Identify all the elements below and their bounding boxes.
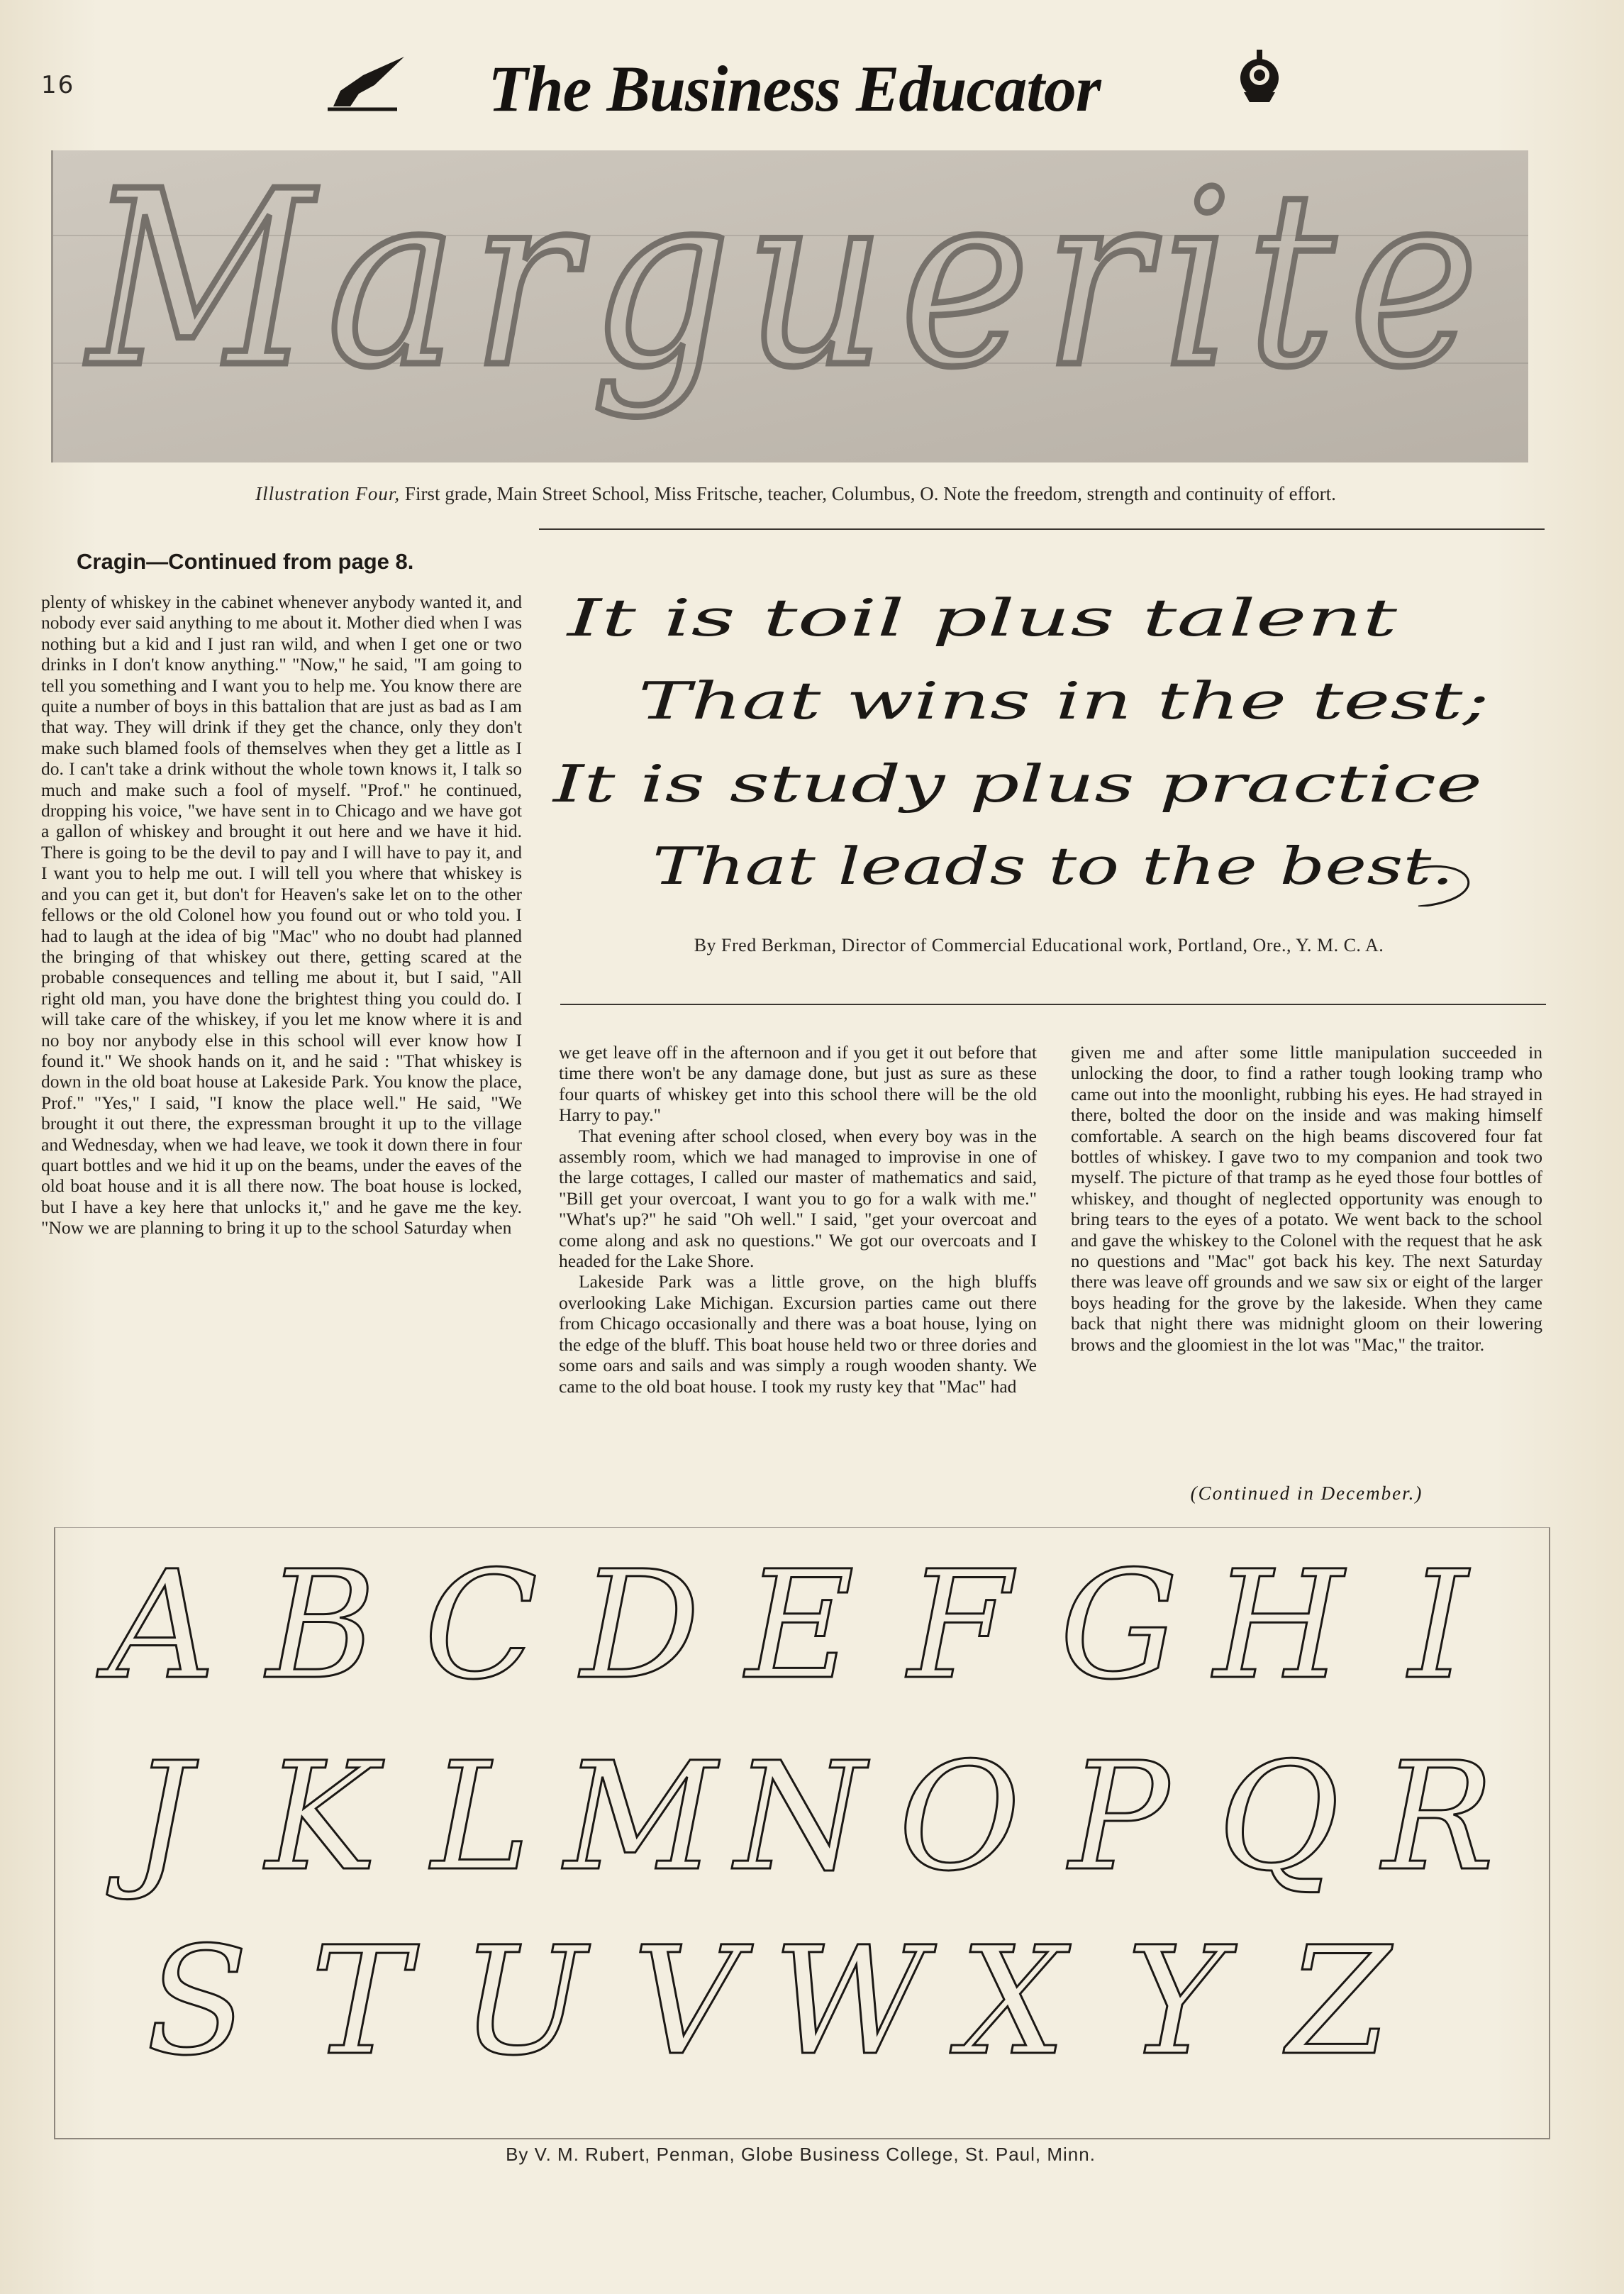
- masthead-title: The Business Educator: [488, 52, 1101, 125]
- poem-credit: By Fred Berkman, Director of Commercial Educational work, Portland, Ore., Y. M. C. A.: [694, 935, 1384, 955]
- emblem-icon: [1240, 50, 1279, 102]
- divider: [539, 528, 1545, 530]
- script-letter-r: R: [1381, 1730, 1495, 1904]
- script-letter-i: I: [1408, 1539, 1468, 1712]
- caption-text: First grade, Main Street School, Miss Fritsche, teacher, Columbus, O. Note the freedom, strength and continuity of effort.: [400, 483, 1336, 504]
- script-letter-u: U: [460, 1915, 586, 2088]
- script-letter-s: S: [146, 1915, 248, 2088]
- script-letter-q: Q: [1217, 1730, 1340, 1904]
- article-column-1: [41, 592, 522, 1239]
- script-letter-e: E: [745, 1539, 855, 1712]
- script-letter-y: Y: [1126, 1915, 1225, 2088]
- paragraph: That evening after school closed, when every boy was in the assembly room, which we had managed to improvise in one of the large cottages, I called our master of mathematics and said, "Bill get your overcoat, I want you to go for a walk with me." "What's up?" he said "Oh well." I said, "get your overcoat and come along and ask no questions." We got our overcoats and I headed for the Lake Shore.: [559, 1125, 1037, 1272]
- script-alphabet: [55, 1528, 1549, 2138]
- quill-icon: [328, 57, 404, 109]
- script-letter-f: F: [908, 1539, 1011, 1712]
- illustration-caption: [51, 483, 1540, 505]
- script-letter-l: L: [431, 1730, 530, 1904]
- script-letter-t: T: [310, 1915, 411, 2088]
- script-letter-w: W: [773, 1915, 926, 2088]
- alphabet-credit: By V. M. Rubert, Penman, Globe Business College, St. Paul, Minn.: [506, 2144, 1096, 2165]
- script-letter-g: G: [1060, 1539, 1179, 1712]
- divider: [560, 1004, 1546, 1005]
- script-letter-z: Z: [1287, 1915, 1391, 2088]
- continued-note: (Continued in December.): [1190, 1483, 1423, 1504]
- script-letter-k: K: [265, 1730, 377, 1904]
- script-letter-v: V: [633, 1915, 740, 2088]
- script-letter-a: A: [108, 1539, 216, 1712]
- paragraph: plenty of whiskey in the cabinet whenever anybody wanted it, and nobody ever said anything to me about it. Mother died when I was nothing but a kid and I just ran wild, and when I get one or two drinks in I don't know anything." "Now," he said, "I am going to tell you something and I want you to help me. You know there are quite a number of boys in this battalion that are just as bad as I am that way. They will drink if they get the chance, only they don't make such blamed fools of themselves when they get a little as I do. I can't take a drink without the whole town knows it, I talk so much and make such a fool of myself. "Prof." he continued, dropping his voice, "we have sent in to Chicago and we have got a gallon of whiskey and brought it out here and we have it hid. There is going to be the devil to pay and I will have to pay it, and I want you to help me out. I will tell you where that whiskey is and you can get it, but don't for Heaven's sake let on to the other fellows or the old Colonel how you found out or who told you. I had to laugh at the idea of big "Mac" who no doubt had planned the bringing of that whiskey out there, getting scared at the probable consequences and telling me about it, but I said, "All right old man, you have done the brightest thing you could do. I will take care of the whiskey, if you let me know where it is and no boy nor anybody else in this school will ever know how I found it." We shook hands on it, and he said : "That whiskey is down in the old boat house at Lakeside Park. You know the place, Prof." "Yes," I said, "I know the place well." He said, "We brought it out there, the expressman brought it up to the village and Wednesday, when we had leave, we took it down there in four quart bottles and we hid it up on the beams, under the eaves of the old boat house and it is all there now. The boat house is locked, but I have a key here that unlocks it," and he gave me the key. "Now we are planning to bring it up to the school Saturday when: [41, 592, 522, 1239]
- script-letter-c: C: [423, 1539, 538, 1712]
- script-letter-n: N: [735, 1730, 865, 1904]
- penmanship-poem: [539, 573, 1539, 907]
- page-number: 16: [41, 71, 75, 99]
- script-alphabet-panel: [54, 1527, 1550, 2139]
- paragraph: Lakeside Park was a little grove, on the high bluffs overlooking Lake Michigan. Excursion parties came out there from Chicago occasionally and there was a boat house, lying on the edge of the bluff. This boat house held two or three dories and some oars and sails and was simply a rough wooden shanty. We came to the old boat house. I took my rusty key that "Mac" had: [559, 1271, 1037, 1397]
- poem-line: That leads to the best.: [652, 836, 1454, 896]
- script-letter-x: X: [960, 1915, 1066, 2088]
- article-column-3: [1071, 1042, 1542, 1355]
- poem-line: It is toil plus talent: [564, 588, 1398, 648]
- script-letter-o: O: [898, 1730, 1021, 1904]
- poem-line: It is study plus practice: [550, 754, 1483, 814]
- paragraph: given me and after some little manipulation succeeded in unlocking the door, to find a rather tough looking tramp who came out into the moonlight, rubbing his eyes. He had strayed in there, bolted the door on the inside and was making himself comfortable. A search on the high beams discovered four fat bottles of whiskey. I gave two to my companion and took two myself. The picture of that tramp as he eyed those four bottles of whiskey, and thought of neglected opportunity was enough to bring tears to the eyes of a potato. We went back to the school and gave the whiskey to the Colonel with the request that he ask no questions and "Mac" got back his key. The next Saturday there was leave off grounds and we saw six or eight of the larger boys heading for the grove by the lakeside. When they came back that night there was midnight gloom on their lowering brows and the gloomiest in the lot was "Mac," the traitor.: [1071, 1042, 1542, 1355]
- script-letter-h: H: [1213, 1539, 1344, 1712]
- poem-line: That wins in the test;: [638, 671, 1489, 731]
- masthead: [312, 41, 1305, 130]
- script-letter-m: M: [564, 1730, 717, 1904]
- article-column-2: [559, 1042, 1037, 1397]
- paragraph: we get leave off in the afternoon and if you get it out before that time there won't be any damage done, but just as sure as these four quarts of whiskey get into this school there will be the old Harry to pay.": [559, 1042, 1037, 1126]
- script-letter-b: B: [266, 1539, 377, 1712]
- script-letter-d: D: [580, 1539, 701, 1712]
- handwriting-sample-image: [51, 150, 1528, 462]
- script-letter-p: P: [1069, 1730, 1169, 1904]
- caption-label: Illustration Four,: [255, 483, 401, 504]
- sample-word: Marguerite: [85, 150, 1494, 421]
- script-letter-j: J: [131, 1730, 192, 1904]
- article-heading: Cragin—Continued from page 8.: [77, 549, 414, 574]
